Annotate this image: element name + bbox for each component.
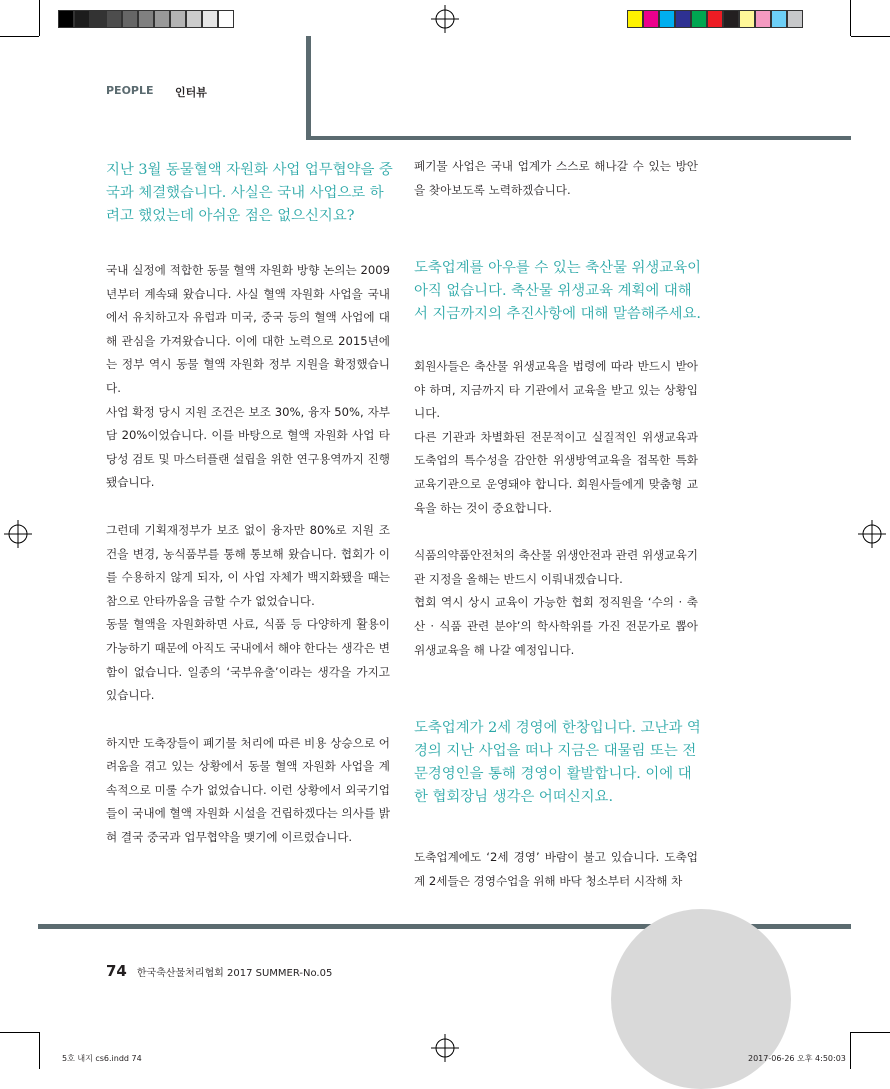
paragraph: 사업 확정 당시 지원 조건은 보조 30%, 융자 50%, 자부담 20%이었습니다. 이를 바탕으로 혈액 자원화 사업 타당성 검토 및 마스터플랜 설립을 위한 연구용역까지 진행됐습니다. xyxy=(106,404,390,490)
page-number: 74 xyxy=(106,962,127,980)
color-swatch xyxy=(218,10,234,28)
color-swatch xyxy=(627,10,643,28)
publication-name: 한국축산물처리협회 2017 SUMMER-No.05 xyxy=(136,968,333,979)
paragraph: 다른 기관과 차별화된 전문적이고 실질적인 위생교육과 도축업의 특수성을 감안한 위생방역교육을 접목한 특화교육기관으로 운영돼야 합니다. 회원사들에게 맞춤형 교육을 하는 것이 중요합니다. xyxy=(414,429,698,515)
header-vertical-rule xyxy=(306,36,311,140)
page-footer xyxy=(106,962,332,980)
answer-text-column-right xyxy=(414,355,698,662)
color-swatch xyxy=(659,10,675,28)
paragraph: 회원사들은 축산물 위생교육을 법령에 따라 반드시 받아야 하며, 지금까지 타 기관에서 교육을 받고 있는 상황입니다. xyxy=(414,359,698,421)
paragraph: 식품의약품안전처의 축산물 위생안전과 관련 위생교육기관 지정을 올해는 반드시 이뤄내겠습니다. xyxy=(414,548,698,586)
registration-mark-icon xyxy=(431,1034,459,1062)
color-swatch xyxy=(90,10,106,28)
color-swatch xyxy=(74,10,90,28)
color-swatch xyxy=(739,10,755,28)
interview-question: 도축업계를 아우를 수 있는 축산물 위생교육이 아직 없습니다. 축산물 위생교육 계획에 대해서 지금까지의 추진사항에 대해 말씀해주세요. xyxy=(414,260,701,322)
color-swatch xyxy=(755,10,771,28)
answer-text-continued xyxy=(414,155,698,202)
color-swatch xyxy=(675,10,691,28)
color-swatch xyxy=(170,10,186,28)
color-swatch xyxy=(122,10,138,28)
answer-text-column-right xyxy=(414,846,698,893)
paragraph: 동물 혈액을 자원화하면 사료, 식품 등 다양하게 활용이 가능하기 때문에 아직도 국내에서 해야 한다는 생각은 변함이 없습니다. 일종의 ‘국부유출’이라는 생각을 가지고 있습니다. xyxy=(106,617,390,703)
crop-mark xyxy=(0,1032,39,1033)
header-horizontal-rule xyxy=(306,136,851,140)
gray-color-bar xyxy=(58,10,234,28)
crop-mark xyxy=(850,1032,851,1069)
color-swatch xyxy=(106,10,122,28)
paragraph: 도축업계에도 ‘2세 경영’ 바람이 불고 있습니다. 도축업계 2세들은 경영수업을 위해 바닥 청소부터 시작해 차 xyxy=(414,850,698,888)
paragraph: 국내 실정에 적합한 동물 혈액 자원화 방향 논의는 2009년부터 계속돼 왔습니다. 사실 혈액 자원화 사업을 국내에서 유치하고자 유럽과 미국, 중국 등의 혈액 사업에 대해 관심을 가져왔습니다. 이에 대한 노력으로 2015년에는 정부 역시 동물 혈액 자원화 정부 지원을 확정했습니다. xyxy=(106,263,390,395)
print-slug-timestamp: 2017-06-26 오후 4:50:03 xyxy=(748,1054,846,1063)
crop-mark xyxy=(850,0,851,36)
crop-mark xyxy=(39,1032,40,1069)
answer-text-column-left xyxy=(106,259,390,850)
registration-mark-icon xyxy=(431,5,459,33)
crop-mark xyxy=(851,36,890,37)
color-swatch xyxy=(771,10,787,28)
color-swatch xyxy=(202,10,218,28)
color-swatch xyxy=(186,10,202,28)
color-swatch xyxy=(154,10,170,28)
color-swatch xyxy=(723,10,739,28)
section-label: PEOPLE xyxy=(106,84,154,97)
color-swatch xyxy=(643,10,659,28)
color-swatch xyxy=(691,10,707,28)
crop-mark xyxy=(851,1032,890,1033)
crop-mark xyxy=(39,0,40,36)
cmyk-color-bar xyxy=(627,10,803,28)
color-swatch xyxy=(787,10,803,28)
crop-mark xyxy=(0,36,39,37)
paragraph: 협회 역시 상시 교육이 가능한 협회 정직원을 ‘수의 · 축산 · 식품 관련 분야’의 학사학위를 가진 전문가로 뽑아 위생교육을 해 나갈 예정입니다. xyxy=(414,595,698,657)
paragraph: 폐기물 사업은 국내 업계가 스스로 해나갈 수 있는 방안을 찾아보도록 노력하겠습니다. xyxy=(414,159,698,197)
interview-question: 도축업계가 2세 경영에 한창입니다. 고난과 역경의 지난 사업을 떠나 지금은 대물림 또는 전문경영인을 통해 경영이 활발합니다. 이에 대한 협회장님 생각은 어떠신지요. xyxy=(414,720,701,805)
color-swatch xyxy=(707,10,723,28)
print-slug-filename: 5호 내지 cs6.indd 74 xyxy=(62,1054,142,1063)
registration-mark-icon xyxy=(858,520,886,548)
color-swatch xyxy=(138,10,154,28)
paragraph: 하지만 도축장들이 폐기물 처리에 따른 비용 상승으로 어려움을 겪고 있는 상황에서 동물 혈액 자원화 사업을 계속적으로 미룰 수가 없었습니다. 이런 상황에서 외국기업들이 국내에 혈액 자원화 시설을 건립하겠다는 의사를 밝혀 결국 중국과 업무협약을 맺기에 이르렀습니다. xyxy=(106,735,390,845)
interview-question: 지난 3월 동물혈액 자원화 사업 업무협약을 중국과 체결했습니다. 사실은 국내 사업으로 하려고 했었는데 아쉬운 점은 없으신지요? xyxy=(106,162,393,224)
category-label: 인터뷰 xyxy=(175,86,207,99)
paragraph: 그런데 기획재정부가 보조 없이 융자만 80%로 지원 조건을 변경, 농식품부를 통해 통보해 왔습니다. 협회가 이를 수용하지 않게 되자, 이 사업 자체가 백지화됐을 때는 참으로 안타까움을 금할 수가 없었습니다. xyxy=(106,522,390,608)
color-swatch xyxy=(58,10,74,28)
registration-mark-icon xyxy=(4,520,32,548)
